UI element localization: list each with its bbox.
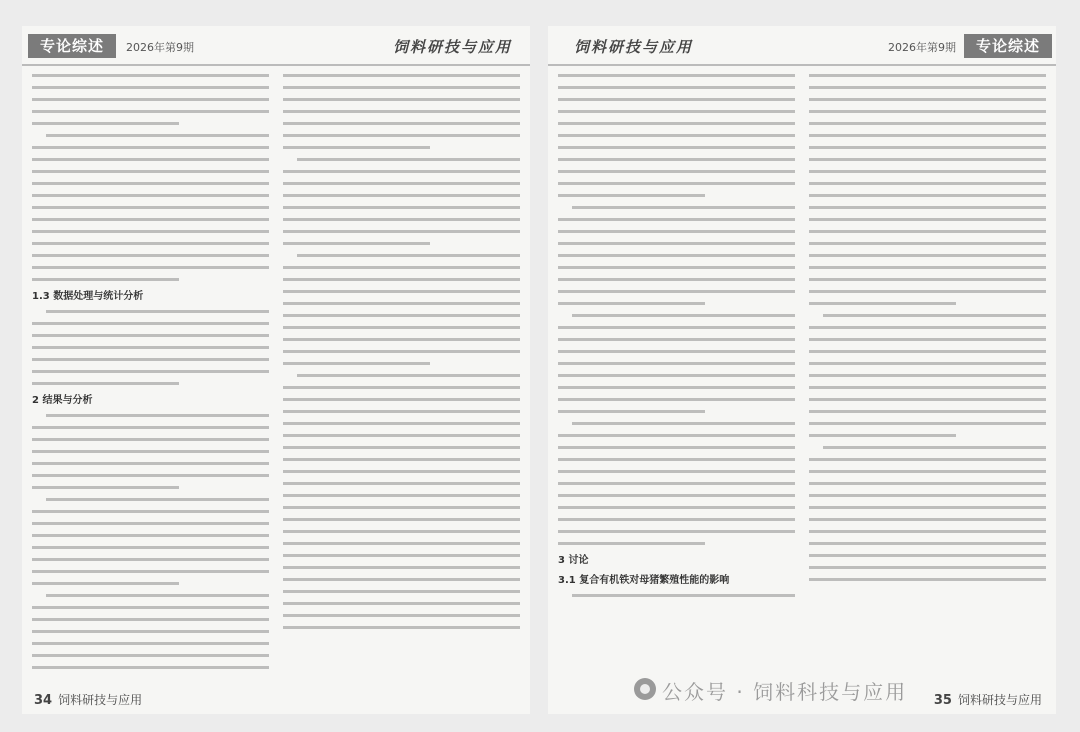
- text-line: [558, 410, 705, 413]
- text-line: [558, 182, 795, 185]
- text-line: [32, 242, 269, 245]
- text-line: [809, 242, 1046, 245]
- text-line: [558, 374, 795, 377]
- text-line: [809, 350, 1046, 353]
- section-tag: 专论综述: [964, 34, 1052, 58]
- text-line: [558, 278, 795, 281]
- text-line: [283, 350, 520, 353]
- text-line: [32, 334, 269, 337]
- text-line: [558, 398, 795, 401]
- text-line: [572, 314, 795, 317]
- text-line: [572, 206, 795, 209]
- text-line: [283, 566, 520, 569]
- text-line: [32, 98, 269, 101]
- page-footer: [934, 691, 1042, 708]
- text-line: [283, 74, 520, 77]
- journal-brand: 饲料研技与应用: [574, 38, 694, 56]
- right-column-1: [558, 74, 795, 686]
- text-line: [46, 310, 269, 313]
- text-line: [32, 558, 269, 561]
- section-heading: 1.3 数据处理与统计分析: [32, 291, 144, 302]
- text-line: [283, 266, 520, 269]
- text-line: [809, 494, 1046, 497]
- text-line: [558, 266, 795, 269]
- text-line: [283, 290, 520, 293]
- text-line: [297, 374, 520, 377]
- text-line: [46, 498, 269, 501]
- text-line: [809, 410, 1046, 413]
- footer-journal: 饲料研技与应用: [957, 693, 1042, 707]
- text-line: [558, 146, 795, 149]
- left-header: [22, 30, 530, 66]
- text-line: [283, 494, 520, 497]
- text-line: [283, 134, 520, 137]
- text-line: [32, 462, 269, 465]
- text-line: [32, 86, 269, 89]
- text-line: [32, 474, 269, 477]
- section-tag: 专论综述: [28, 34, 116, 58]
- subsection-heading: 3.1 复合有机铁对母猪繁殖性能的影响: [558, 575, 730, 586]
- text-line: [572, 594, 795, 597]
- text-line: [572, 422, 795, 425]
- text-line: [809, 362, 1046, 365]
- text-line: [809, 290, 1046, 293]
- text-line: [283, 422, 520, 425]
- text-line: [558, 194, 705, 197]
- text-line: [809, 302, 956, 305]
- text-line: [283, 110, 520, 113]
- text-line: [283, 602, 520, 605]
- text-line: [32, 546, 269, 549]
- text-line: [283, 578, 520, 581]
- text-line: [809, 86, 1046, 89]
- text-line: [558, 362, 795, 365]
- left-page: [22, 26, 530, 714]
- text-line: [32, 146, 269, 149]
- text-line: [809, 578, 1046, 581]
- text-line: [283, 398, 520, 401]
- text-line: [32, 534, 269, 537]
- text-line: [809, 218, 1046, 221]
- text-line: [283, 362, 430, 365]
- text-line: [283, 530, 520, 533]
- text-line: [558, 494, 795, 497]
- text-line: [809, 146, 1046, 149]
- text-line: [32, 182, 269, 185]
- text-line: [283, 554, 520, 557]
- text-line: [32, 370, 269, 373]
- text-line: [283, 434, 520, 437]
- text-line: [283, 278, 520, 281]
- text-line: [297, 254, 520, 257]
- text-line: [32, 170, 269, 173]
- text-line: [283, 98, 520, 101]
- text-line: [809, 206, 1046, 209]
- text-line: [558, 98, 795, 101]
- text-line: [283, 146, 430, 149]
- text-line: [558, 170, 795, 173]
- text-line: [809, 158, 1046, 161]
- left-column-1: [32, 74, 269, 686]
- text-line: [32, 358, 269, 361]
- right-header: [548, 30, 1056, 66]
- text-line: [283, 518, 520, 521]
- text-line: [558, 122, 795, 125]
- text-line: [558, 158, 795, 161]
- text-line: [558, 230, 795, 233]
- text-line: [558, 530, 795, 533]
- text-line: [809, 254, 1046, 257]
- text-line: [283, 386, 520, 389]
- text-line: [809, 554, 1046, 557]
- text-line: [809, 194, 1046, 197]
- text-line: [32, 278, 179, 281]
- text-line: [32, 206, 269, 209]
- text-line: [283, 182, 520, 185]
- right-page: [548, 26, 1056, 714]
- text-line: [558, 482, 795, 485]
- text-line: [809, 470, 1046, 473]
- text-line: [558, 338, 795, 341]
- text-line: [809, 374, 1046, 377]
- text-line: [558, 218, 795, 221]
- text-line: [32, 74, 269, 77]
- text-line: [809, 458, 1046, 461]
- text-line: [283, 194, 520, 197]
- text-line: [809, 566, 1046, 569]
- text-line: [558, 74, 795, 77]
- text-line: [283, 242, 430, 245]
- text-line: [32, 110, 269, 113]
- text-line: [32, 194, 269, 197]
- text-line: [32, 522, 269, 525]
- text-line: [809, 506, 1046, 509]
- text-line: [558, 302, 705, 305]
- section-heading: 3 讨论: [558, 555, 589, 566]
- text-line: [809, 386, 1046, 389]
- text-line: [809, 422, 1046, 425]
- text-line: [283, 218, 520, 221]
- wechat-icon: [634, 678, 656, 700]
- text-line: [558, 254, 795, 257]
- text-line: [32, 122, 179, 125]
- text-line: [32, 382, 179, 385]
- text-line: [823, 446, 1046, 449]
- text-line: [283, 230, 520, 233]
- text-line: [283, 410, 520, 413]
- text-line: [809, 530, 1046, 533]
- text-line: [283, 326, 520, 329]
- page-number: 35: [933, 693, 952, 708]
- text-line: [809, 182, 1046, 185]
- journal-brand: 饲料研技与应用: [392, 38, 512, 56]
- text-line: [558, 290, 795, 293]
- text-line: [32, 346, 269, 349]
- text-line: [558, 434, 795, 437]
- text-line: [558, 470, 795, 473]
- text-line: [809, 98, 1046, 101]
- text-line: [32, 218, 269, 221]
- text-line: [558, 458, 795, 461]
- text-line: [32, 322, 269, 325]
- text-line: [32, 438, 269, 441]
- text-line: [809, 542, 1046, 545]
- text-line: [809, 266, 1046, 269]
- text-line: [46, 414, 269, 417]
- text-line: [32, 642, 269, 645]
- text-line: [558, 110, 795, 113]
- text-line: [558, 542, 705, 545]
- text-line: [32, 254, 269, 257]
- text-line: [283, 446, 520, 449]
- text-line: [558, 326, 795, 329]
- text-line: [283, 470, 520, 473]
- text-line: [32, 510, 269, 513]
- text-line: [32, 606, 269, 609]
- watermark: 公众号 · 饲料科技与应用: [662, 680, 908, 704]
- text-line: [32, 630, 269, 633]
- text-line: [283, 338, 520, 341]
- footer-journal: 饲料研技与应用: [58, 693, 143, 707]
- text-line: [558, 518, 795, 521]
- text-line: [32, 266, 269, 269]
- issue-label: 2026年第9期: [126, 41, 194, 54]
- text-line: [32, 158, 269, 161]
- text-line: [809, 134, 1046, 137]
- text-line: [283, 614, 520, 617]
- text-line: [283, 590, 520, 593]
- text-line: [283, 122, 520, 125]
- text-line: [32, 486, 179, 489]
- text-line: [32, 582, 179, 585]
- right-column-2: [809, 74, 1046, 686]
- text-line: [283, 458, 520, 461]
- page-number: 34: [34, 693, 53, 708]
- text-line: [283, 626, 520, 629]
- text-line: [46, 134, 269, 137]
- text-line: [558, 446, 795, 449]
- text-line: [809, 110, 1046, 113]
- text-line: [809, 74, 1046, 77]
- text-line: [32, 666, 269, 669]
- text-line: [46, 594, 269, 597]
- left-column-2: [283, 74, 520, 686]
- text-line: [809, 170, 1046, 173]
- text-line: [558, 350, 795, 353]
- text-line: [32, 654, 269, 657]
- text-line: [809, 518, 1046, 521]
- text-line: [558, 386, 795, 389]
- text-line: [809, 326, 1046, 329]
- text-line: [809, 230, 1046, 233]
- text-line: [283, 314, 520, 317]
- text-line: [558, 242, 795, 245]
- page-footer: [34, 691, 142, 708]
- text-line: [809, 482, 1046, 485]
- text-line: [283, 86, 520, 89]
- text-line: [823, 314, 1046, 317]
- text-line: [809, 434, 956, 437]
- text-line: [283, 302, 520, 305]
- text-line: [558, 134, 795, 137]
- text-line: [32, 618, 269, 621]
- text-line: [32, 426, 269, 429]
- text-line: [809, 338, 1046, 341]
- text-line: [297, 158, 520, 161]
- text-line: [32, 570, 269, 573]
- text-line: [809, 278, 1046, 281]
- text-line: [283, 170, 520, 173]
- text-line: [809, 398, 1046, 401]
- issue-label: 2026年第9期: [888, 41, 956, 54]
- text-line: [283, 542, 520, 545]
- text-line: [283, 482, 520, 485]
- text-line: [32, 450, 269, 453]
- section-heading: 2 结果与分析: [32, 395, 93, 406]
- text-line: [32, 230, 269, 233]
- text-line: [809, 122, 1046, 125]
- text-line: [283, 206, 520, 209]
- text-line: [558, 86, 795, 89]
- text-line: [558, 506, 795, 509]
- text-line: [283, 506, 520, 509]
